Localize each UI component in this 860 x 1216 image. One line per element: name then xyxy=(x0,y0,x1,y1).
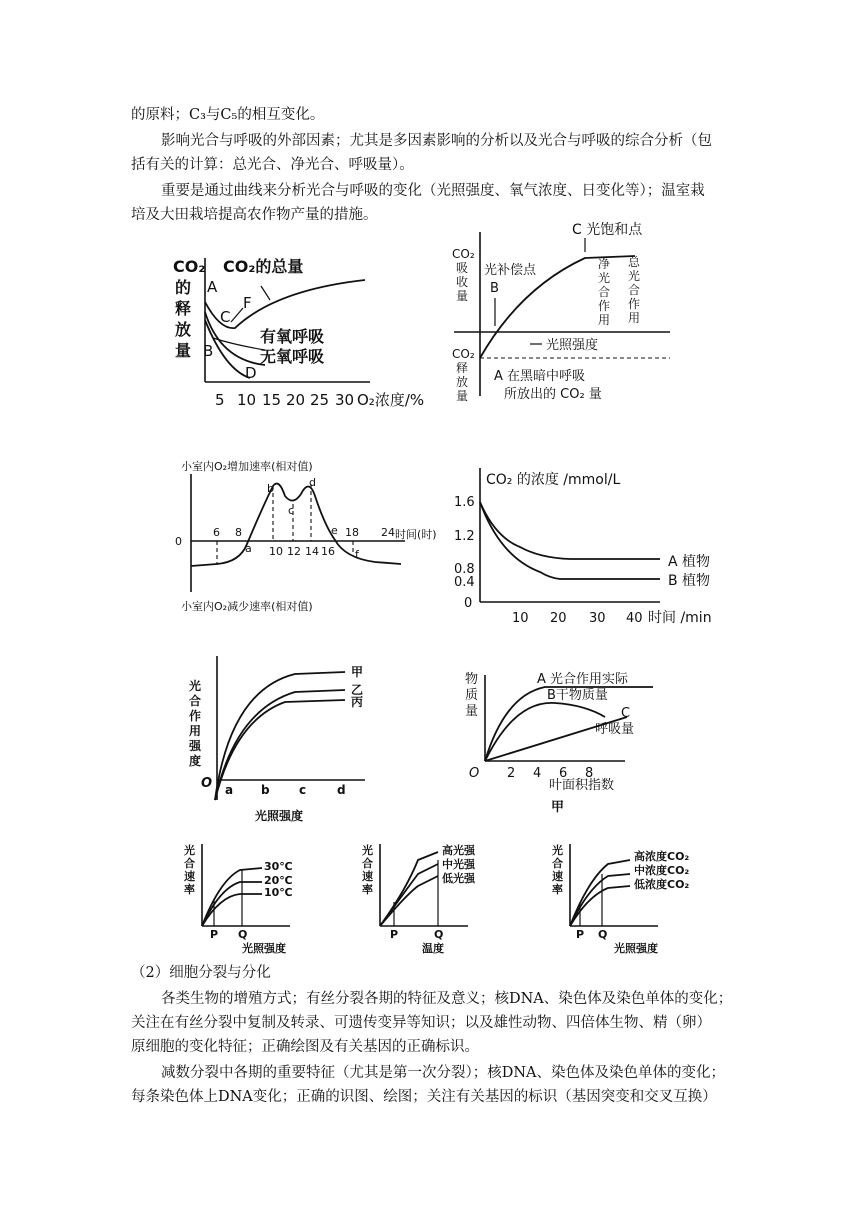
point-d: d xyxy=(309,476,316,489)
ytop-1: CO₂ xyxy=(452,247,475,261)
p-label: P xyxy=(210,928,219,941)
text-line: 培及大田栽培提高农作物产量的措施。 xyxy=(131,207,378,223)
ytop-3: 收 xyxy=(456,275,469,289)
tick: 15 xyxy=(262,391,282,409)
xtick: 6 xyxy=(559,766,568,781)
figure-co2-time xyxy=(450,462,720,630)
tick: 18 xyxy=(345,526,359,539)
xlabel: 温度 xyxy=(422,942,444,955)
tick: 10 xyxy=(237,391,257,409)
ylabel-1: 光 xyxy=(189,679,202,693)
xlabel: 光照强度 xyxy=(242,942,286,955)
total-label: CO₂的总量 xyxy=(223,257,304,276)
series-label: 乙 xyxy=(351,683,364,697)
xtick: 2 xyxy=(507,766,516,781)
figure-co2-light xyxy=(548,840,708,958)
figure-temp-intensity xyxy=(358,840,508,958)
tick: 10 xyxy=(269,545,283,558)
ybot-2: 释 xyxy=(456,361,469,375)
net-4: 作 xyxy=(598,299,611,313)
ylabel-2: 合 xyxy=(362,857,373,870)
series-label: 高浓度CO₂ xyxy=(634,850,690,863)
xtick: b xyxy=(261,783,270,797)
ylabel-3: 速 xyxy=(552,870,563,883)
ytick: 0 xyxy=(464,596,473,611)
series-label: 丙 xyxy=(351,695,364,709)
ylabel-3: 速 xyxy=(184,870,195,883)
tick: 20 xyxy=(286,391,306,409)
xlabel: 光照强度 xyxy=(546,338,599,353)
xtick: 10 xyxy=(512,611,529,626)
point-e: e xyxy=(331,524,338,537)
figure-leaf-area xyxy=(455,665,665,815)
ylabel-5: 强 xyxy=(189,739,202,753)
point-c: c xyxy=(288,504,295,517)
series-label: 20℃ xyxy=(264,874,293,887)
origin: O xyxy=(201,776,213,791)
ytick: 0.8 xyxy=(454,562,475,577)
series-label: 中浓度CO₂ xyxy=(634,864,690,877)
ylabel-4: 放 xyxy=(175,320,192,339)
ylabel-2: 的 xyxy=(175,278,192,297)
gross-5: 用 xyxy=(628,311,641,325)
bottom-label: 小室内O₂减少速率(相对值) xyxy=(181,600,313,613)
dark-label-1: A 在黑暗中呼吸 xyxy=(494,369,586,384)
xtick: 4 xyxy=(533,766,542,781)
ytick: 1.2 xyxy=(454,529,475,544)
gross-1: 总 xyxy=(628,255,641,269)
point-B: B xyxy=(203,342,214,360)
series-A-label: A 植物 xyxy=(668,554,711,570)
tick: 6 xyxy=(213,526,220,539)
series-label: 低光强 xyxy=(442,872,475,885)
series-label: 10℃ xyxy=(264,886,293,899)
q-label: Q xyxy=(238,928,248,941)
ylabel-4: 率 xyxy=(184,883,195,896)
series-label: 低浓度CO₂ xyxy=(634,878,690,891)
ylabel-4: 用 xyxy=(189,724,202,738)
point-b: b xyxy=(267,482,274,495)
label-A: A 光合作用实际 xyxy=(537,672,629,687)
text-line: 关注在有丝分裂中复制及转录、可遗传变异等知识；以及雄性动物、四倍体生物、精（卵） xyxy=(131,1015,711,1031)
series-30 xyxy=(202,868,262,926)
ytop-4: 量 xyxy=(456,289,469,303)
tick: 12 xyxy=(287,545,301,558)
xtick: c xyxy=(299,783,307,797)
ylabel-2: 合 xyxy=(189,694,202,708)
series-low xyxy=(380,876,438,926)
tick: 5 xyxy=(215,391,225,409)
gross-3: 合 xyxy=(628,283,641,297)
ytop-2: 吸 xyxy=(456,261,469,275)
point-D: D xyxy=(245,364,257,382)
ylabel-3: 释 xyxy=(175,299,192,318)
tick: 16 xyxy=(321,545,335,558)
ylabel-3: 量 xyxy=(465,704,479,719)
series-label: 高光强 xyxy=(442,844,475,857)
tick: 8 xyxy=(235,526,242,539)
ylabel-4: 率 xyxy=(362,883,373,896)
series-B-label: B 植物 xyxy=(668,573,711,589)
text-line: 的原料；C₃与C₅的相互变化。 xyxy=(131,107,325,123)
net-5: 用 xyxy=(598,313,611,327)
p-label: P xyxy=(576,928,585,941)
net-3: 合 xyxy=(598,285,611,299)
ylabel-3: 速 xyxy=(362,870,373,883)
gross-4: 作 xyxy=(628,297,641,311)
ylabel-6: 度 xyxy=(189,754,202,768)
figure-temp-light xyxy=(180,840,330,958)
text-line: 括有关的计算：总光合、净光合、呼吸量）。 xyxy=(131,157,414,173)
series-label: 30℃ xyxy=(264,860,293,873)
saturation-label: C 光饱和点 xyxy=(572,222,643,238)
xlabel: 光照强度 xyxy=(255,809,304,823)
figure-light-intensity xyxy=(185,650,365,828)
xlabel: 时间(时) xyxy=(395,528,437,541)
series-label: 中光强 xyxy=(442,858,475,871)
xlabel: 叶面积指数 xyxy=(549,778,615,793)
tick: 30 xyxy=(335,391,355,409)
ylabel-2: 质 xyxy=(465,688,479,703)
top-label: 小室内O₂增加速率(相对值) xyxy=(181,460,313,473)
ylabel-2: 合 xyxy=(184,857,195,870)
zero: 0 xyxy=(175,535,182,548)
text-line: 各类生物的增殖方式；有丝分裂各期的特征及意义；核DNA、染色体及染色单体的变化； xyxy=(161,991,733,1007)
net-2: 光 xyxy=(598,271,611,285)
ylabel-1: 物 xyxy=(465,672,479,687)
point-f: f xyxy=(355,548,359,561)
point-A: A xyxy=(207,278,218,296)
text-line: 原细胞的变化特征；正确绘图及有关基因的正确标识。 xyxy=(131,1039,479,1055)
dark-label-2: 所放出的 CO₂ 量 xyxy=(504,387,602,402)
net-1: 净 xyxy=(598,257,611,271)
text-line: 重要是通过曲线来分析光合与呼吸的变化（光照强度、氧气浓度、日变化等）；温室栽 xyxy=(161,183,705,199)
tick: 14 xyxy=(305,545,319,558)
anaerobic-label: 无氧呼吸 xyxy=(260,347,325,366)
section-heading: （2）细胞分裂与分化 xyxy=(131,965,271,981)
caption: 甲 xyxy=(551,800,565,815)
series-label: 甲 xyxy=(351,665,364,679)
ylabel: CO₂ 的浓度 /mmol/L xyxy=(486,472,621,488)
series-yi xyxy=(215,690,345,800)
xtick: 20 xyxy=(550,611,567,626)
label-B: B干物质量 xyxy=(547,688,608,703)
xtick: d xyxy=(337,783,346,797)
ylabel-1: CO₂ xyxy=(173,257,206,276)
ytick: 1.6 xyxy=(454,495,475,510)
tick: 25 xyxy=(310,391,330,409)
xtick: a xyxy=(225,783,234,797)
aerobic-label: 有氧呼吸 xyxy=(260,327,325,346)
figure-o2-daily xyxy=(175,456,445,616)
ylabel-1: 光 xyxy=(184,844,195,857)
ybot-3: 放 xyxy=(456,375,469,389)
figure-light-response xyxy=(450,218,675,413)
ylabel-1: 光 xyxy=(362,844,373,857)
point-F: F xyxy=(243,294,252,312)
ylabel-5: 量 xyxy=(175,341,192,360)
xlabel: O₂浓度/% xyxy=(357,391,425,409)
ybot-1: CO₂ xyxy=(452,347,475,361)
ylabel-4: 率 xyxy=(552,883,563,896)
q-label: Q xyxy=(598,928,608,941)
tick: 24 xyxy=(381,526,395,539)
ylabel-2: 合 xyxy=(552,857,563,870)
q-label: Q xyxy=(434,928,444,941)
compensation-label: 光补偿点 xyxy=(484,263,537,278)
ybot-4: 量 xyxy=(456,389,469,403)
label-C: C xyxy=(621,706,631,721)
xtick: 8 xyxy=(585,766,594,781)
text-line: 每条染色体上DNA变化；正确的识图、绘图；关注有关基因的标识（基因突变和交叉互换） xyxy=(131,1089,717,1105)
series-bing xyxy=(215,700,345,800)
resp-label: 呼吸量 xyxy=(595,722,635,737)
text-line: 影响光合与呼吸的外部因素；尤其是多因素影响的分析以及光合与呼吸的综合分析（包 xyxy=(161,133,712,149)
xlabel: 时间 /min xyxy=(648,610,712,626)
gross-2: 光 xyxy=(628,269,641,283)
curve-B xyxy=(485,703,605,761)
series-mid xyxy=(570,874,630,926)
point-B: B xyxy=(490,281,499,296)
xtick: 30 xyxy=(589,611,606,626)
point-C: C xyxy=(220,308,231,326)
xtick: 40 xyxy=(626,611,643,626)
ytick: 0.4 xyxy=(454,575,475,590)
figure-co2-vs-o2 xyxy=(165,250,440,415)
origin: O xyxy=(469,766,480,781)
xlabel: 光照强度 xyxy=(614,942,658,955)
ylabel-1: 光 xyxy=(552,844,563,857)
ylabel-3: 作 xyxy=(189,709,202,723)
p-label: P xyxy=(390,928,399,941)
point-a: a xyxy=(245,542,252,555)
text-line: 减数分裂中各期的重要特征（尤其是第一次分裂）；核DNA、染色体及染色单体的变化； xyxy=(161,1065,726,1081)
